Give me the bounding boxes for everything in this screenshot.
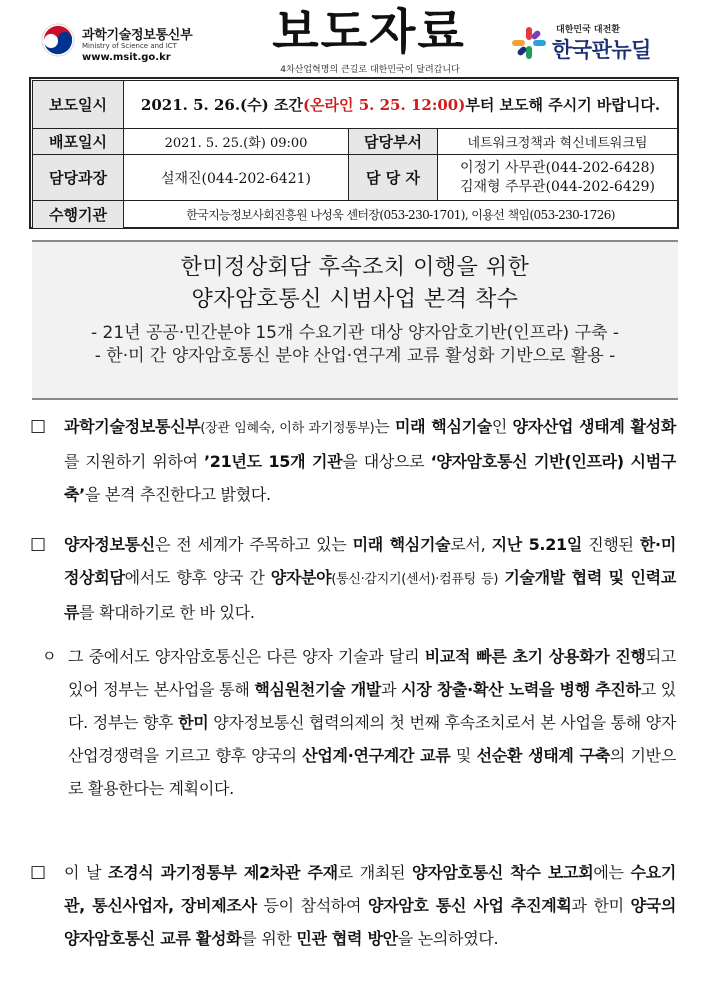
manager-value: 설재진(044-202-6421) [124,155,349,201]
text: 진행된 [582,535,640,554]
body-paragraph-4 [30,856,676,955]
distribution-date-value: 2021. 5. 25.(화) 09:00 [124,129,349,155]
text: 를 확대하기로 한 바 있다. [79,603,255,622]
contact-label: 담 당 자 [349,155,438,201]
department-label: 담당부서 [349,129,438,155]
contact-person-2: 김재형 주무관(044-202-6429) [459,178,656,195]
text: 및 [450,746,477,765]
text-strong: 양자분야 [270,568,332,587]
manager-label: 담당과장 [33,155,124,201]
box-bullet: □ [30,416,46,436]
ministry-name: 과학기술정보통신부 [82,28,193,43]
text: 에는 [593,863,631,882]
press-release-title: 보도자료 [272,4,466,60]
text: 등이 참석하여 [256,896,368,915]
circle-bullet: ㅇ [42,647,57,665]
text-strong: 양자정보통신 [64,535,155,554]
headline-subtitle-1: - 21년 공공·민간분야 15개 수요기관 대상 양자암호기반(인프라) 구축 - [91,323,619,343]
text-strong: 한·미 정상회담 [64,535,676,587]
text: 이 날 [64,863,108,882]
distribution-date-label: 배포일시 [33,129,124,155]
text: 에서도 향후 양국 간 [124,568,271,587]
text-strong: 핵심원천기술 개발 [254,680,382,699]
press-header [0,0,704,80]
release-date-value [124,81,678,129]
text: 를 위한 [241,929,297,948]
text: 되고 있어 정부는 본사업을 통해 [68,647,676,699]
text-strong: ’21년도 15개 기관 [203,452,343,471]
text: 그 중에서도 양자암호통신은 다른 양자 기술과 달리 [68,647,425,666]
text-strong: 한미 [178,713,209,732]
headline-title-line-2: 양자암호통신 시범사업 본격 착수 [191,287,519,312]
text-note: (통신·감지기(센서)·컴퓨팅 등) [331,572,499,587]
text: 로 개최된 [337,863,413,882]
text-strong: 시장 창출·확산 노력을 병행 추진하 [401,680,641,699]
text: 을 본격 추진한다고 밝혔다. [84,485,271,504]
text-strong: 과학기술정보통신부 [64,417,201,436]
text: 인 [491,417,513,436]
text-strong: 선순환 생태계 구축 [476,746,610,765]
text-strong: 비교적 빠른 초기 상용화가 진행 [424,647,646,666]
text: 을 논의하였다. [397,929,499,948]
new-deal-tagline: 대한민국 대전환 [556,25,620,35]
text-strong: ‘양자암호통신 기반(인프라) 시범구축’ [64,452,677,504]
korean-new-deal-logo [512,22,692,66]
headline-title-line-1: 한미정상회담 후속조치 이행을 위한 [180,255,530,280]
body-paragraph-1 [30,410,677,511]
text-strong: 양자암호 통신 사업 추진계획 [367,896,572,915]
text: 로서, [450,535,492,554]
release-date-label: 보도일시 [33,81,124,129]
box-bullet: □ [30,534,46,554]
body-paragraph-3 [42,640,676,805]
agency-value: 한국지능정보사회진흥원 나성욱 센터장(053-230-1701), 이용선 책임(053-230-1726) [124,201,678,229]
text-strong: 조경식 과기정통부 제2차관 주재 [107,863,338,882]
press-info-table [32,80,678,229]
headline-box [32,240,678,400]
ministry-name-en: Ministry of Science and ICT [82,42,177,50]
text: 고 있다. 정부는 향후 [68,680,676,732]
text-strong: 미래 핵심기술 [395,417,492,436]
text-strong: 민관 협력 방안 [296,929,398,948]
text: 과 한미 [571,896,631,915]
text-strong: 수요기관, 통신사업자, 장비제조사 [64,863,676,915]
text-note: (장관 임혜숙, 이하 과기정통부) [200,421,375,436]
release-online-time: (온라인 5. 25. 12:00) [302,95,466,114]
text: 를 지원하기 위하여 [64,452,204,471]
text: 은 전 세계가 주목하고 있는 [154,535,353,554]
text-strong: 지난 5.21일 [491,535,583,554]
text: 과 [381,680,402,699]
headline-subtitle-2: - 한·미 간 양자암호통신 분야 산업·연구계 교류 활성화 기반으로 활용 - [94,346,616,366]
text-strong: 미래 핵심기술 [352,535,451,554]
text: 의 기반으로 활용한다는 계획이다. [68,746,676,798]
ministry-logo [40,14,240,66]
text-strong: 양자암호통신 착수 보고회 [412,863,594,882]
ministry-url: www.msit.go.kr [82,52,171,63]
text: 양자정보통신 협력의제의 첫 번째 후속조치로서 본 사업을 통해 양자 산업경쟁력을 기르고 향후 양국의 [68,713,676,765]
contact-person-1: 이정기 사무관(044-202-6428) [459,159,656,176]
release-date-prefix: 2021. 5. 26.(수) 조간 [140,95,303,114]
text-strong: 양자산업 생태계 활성화 [512,417,676,436]
agency-label: 수행기관 [33,201,124,229]
new-deal-name: 한국판뉴딜 [552,38,651,62]
box-bullet: □ [30,862,46,882]
text-strong: 양국의 양자암호통신 교류 활성화 [64,896,676,948]
new-deal-star-icon [512,26,546,60]
text: 는 [374,417,396,436]
body-paragraph-2 [30,528,676,629]
header-slogan: 4차산업혁명의 큰길로 대한민국이 달려갑니다 [280,65,460,75]
taegeuk-emblem-icon [40,22,76,58]
text-strong: 산업계·연구계간 교류 [302,746,451,765]
text: 을 대상으로 [342,452,431,471]
release-date-suffix: 부터 보도해 주시기 바랍니다. [465,95,661,114]
department-value: 네트워크정책과 혁신네트워크팀 [438,129,678,155]
text-strong: 기술개발 협력 및 인력교류 [64,568,676,622]
contact-value [438,155,678,201]
